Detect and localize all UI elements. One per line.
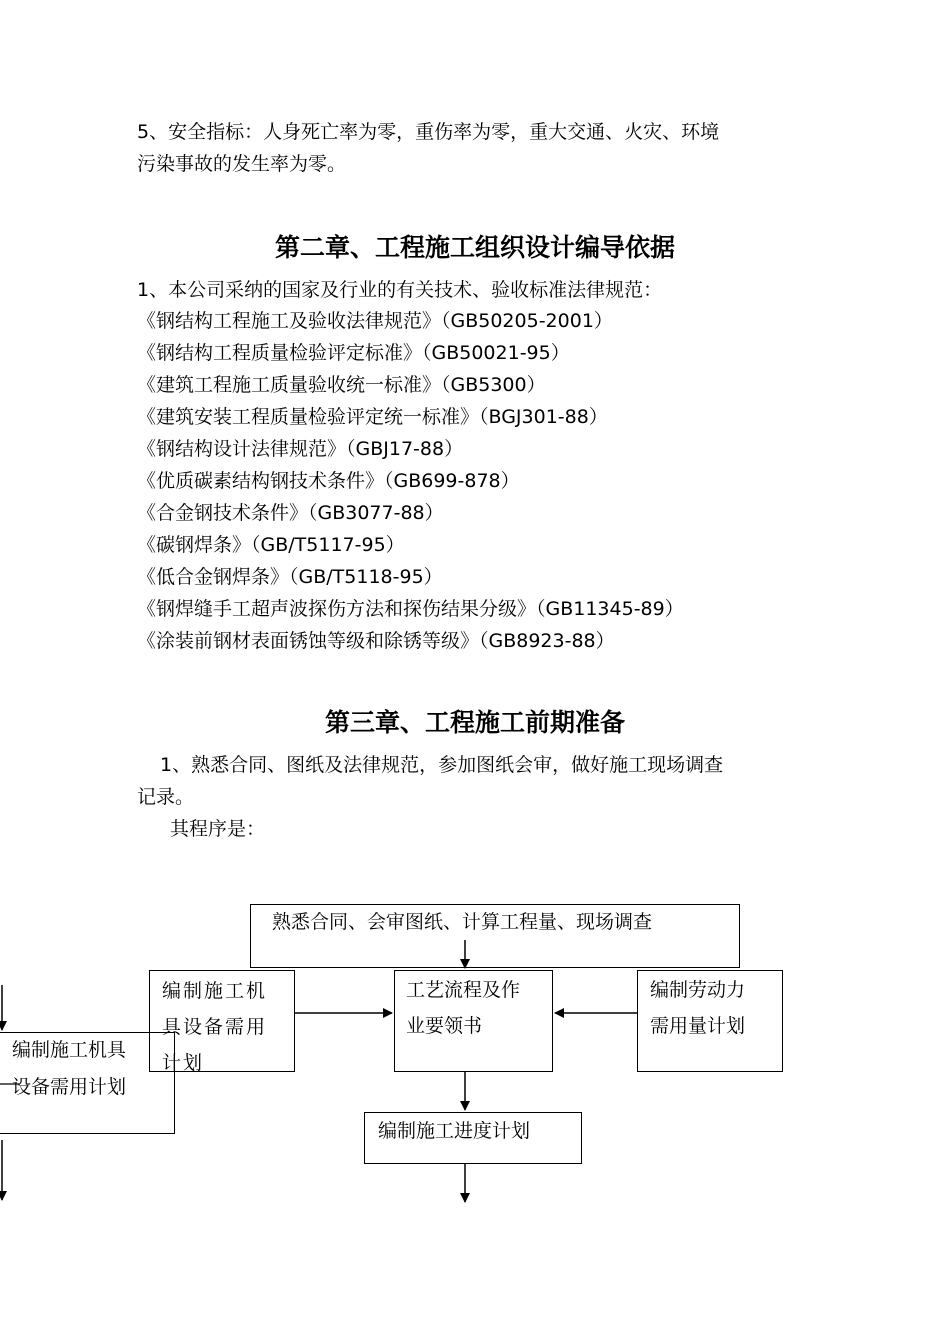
standard-item: 《钢结构设计法律规范》（GBJ17-88） (137, 438, 464, 460)
standard-item: 《建筑工程施工质量验收统一标准》（GB5300） (137, 374, 546, 396)
standard-item: 《钢结构工程质量检验评定标准》（GB50021-95） (137, 342, 570, 364)
flow-text-equipment: 编制施工机 具设备需用 计划 (162, 980, 268, 1072)
flow-text-schedule: 编制施工进度计划 (378, 1120, 531, 1142)
chapter2-intro: 1、本公司采纳的国家及行业的有关技术、验收标准法律规范： (137, 279, 663, 301)
standard-item: 《优质碳素结构钢技术条件》（GB699-878） (137, 470, 520, 492)
safety-indicator-line-2: 污染事故的发生率为零。 (137, 153, 347, 175)
standard-item: 《涂装前钢材表面锈蚀等级和除锈等级》（GB8923-88） (137, 630, 615, 652)
standard-item: 《低合金钢焊条》（GB/T5118-95） (137, 566, 443, 588)
standard-item: 《建筑安装工程质量检验评定统一标准》（BGJ301-88） (137, 406, 608, 428)
flow-text-labor: 编制劳动力 需用量计划 (650, 979, 746, 1037)
procedure-label: 其程序是： (170, 818, 266, 840)
safety-indicator-line-1: 5、安全指标：人身死亡率为零，重伤率为零，重大交通、火灾、环境 (137, 121, 720, 143)
standard-item: 《钢结构工程施工及验收法律规范》（GB50205-2001） (137, 310, 613, 332)
chapter3-title: 第三章、工程施工前期准备 (324, 708, 625, 737)
chapter3-paragraph-line-2: 记录。 (137, 786, 195, 808)
chapter2-title: 第二章、工程施工组织设计编导依据 (274, 233, 675, 262)
flow-text-top: 熟悉合同、会审图纸、计算工程量、现场调查 (272, 911, 653, 933)
flow-text-process: 工艺流程及作 业要领书 (406, 979, 521, 1037)
standard-item: 《钢焊缝手工超声波探伤方法和探伤结果分级》（GB11345-89） (137, 598, 684, 620)
chapter3-paragraph-line-1: 1、熟悉合同、图纸及法律规范，参加图纸会审，做好施工现场调查 (160, 754, 724, 776)
flow-text-equipment-left: 编制施工机具 设备需用计划 (12, 1039, 127, 1098)
standard-item: 《合金钢技术条件》（GB3077-88） (137, 502, 444, 524)
standard-item: 《碳钢焊条》（GB/T5117-95） (137, 534, 405, 556)
